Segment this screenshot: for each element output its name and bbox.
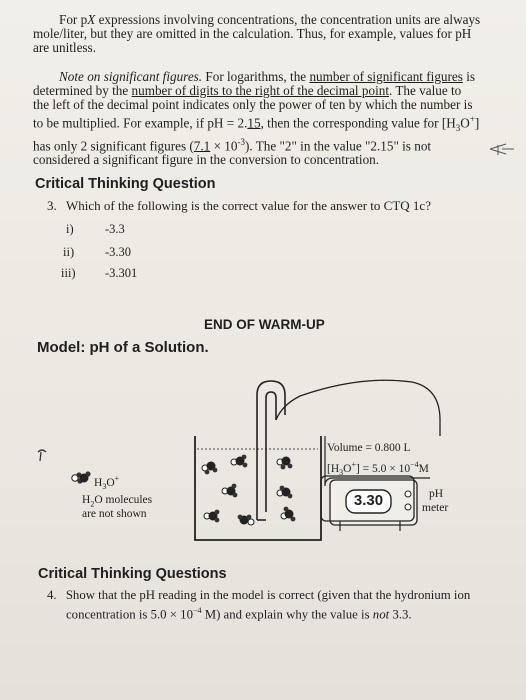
hydronium-ion-icon — [277, 486, 292, 499]
hydronium-ion-icon — [277, 457, 292, 470]
ph-label: pH — [429, 488, 444, 500]
meter-cable — [276, 380, 440, 436]
meter-knob-bottom — [405, 504, 411, 510]
option-iii-value: -3.301 — [105, 266, 138, 280]
question-4-number: 4. — [47, 588, 57, 602]
ph-reading-display: 3.30 — [353, 492, 384, 509]
beaker — [195, 436, 321, 540]
pencil-scribble-mark — [38, 450, 46, 461]
option-i-value: -3.3 — [105, 222, 125, 236]
hydronium-ion-icon — [204, 510, 219, 523]
question-3-text: Which of the following is the correct value for the answer to CTQ 1c? — [66, 198, 431, 213]
question-4-line-2: concentration is $5.0 \times 10^{-4}$ M) and explain why the value is not 3.3. — [66, 606, 412, 622]
option-i-num: i) — [66, 222, 74, 236]
hydronium-ion-icon — [202, 462, 217, 475]
note-line-2: determined by the number of digits to the right of the decimal point. The value to — [33, 83, 462, 98]
hydronium-ion-icon — [222, 484, 237, 498]
note-line-5: has only 2 significant figures $(7.1 \times 10^{-3})$. The "2" in the value "2.15" is not — [33, 137, 432, 154]
note-line-1: Note on significant figures. For logarithms, the number of significant figures is — [59, 69, 475, 84]
ctq-heading: Critical Thinking Question — [35, 176, 216, 192]
volume-label: Volume = 0.800 L — [327, 442, 411, 454]
question-4 — [47, 588, 507, 622]
intro-line-3: are unitless. — [33, 40, 96, 55]
meter-knob-top — [405, 491, 411, 497]
hydronium-ion-icon — [231, 455, 247, 468]
ph-electrode — [257, 381, 285, 520]
hydronium-ion-icon — [281, 507, 295, 522]
legend-molecules-line-1: $H_2O$ molecules — [82, 494, 153, 509]
legend-hydronium-icon — [72, 471, 91, 483]
intro-line-2: mole/liter, but they are omitted in the calculation. Thus, for example, values for pH — [33, 26, 472, 41]
note-line-4: to be multiplied. For example, if pH = 2.15, then the corresponding value for $[H_3O^+]$ — [33, 114, 480, 134]
end-of-warmup: END OF WARM-UP — [204, 317, 325, 332]
intro-line-1: For pX expressions involving concentrations, the concentration units are always — [59, 12, 481, 27]
option-ii-num: ii) — [63, 245, 75, 259]
ctqs-heading: Critical Thinking Questions — [38, 566, 227, 582]
option-ii-value: -3.30 — [105, 245, 132, 259]
meter-label: meter — [422, 502, 449, 514]
hydronium-ion-icon — [238, 515, 254, 525]
question-4-line-1: Show that the pH reading in the model is correct (given that the hydronium ion — [65, 588, 471, 602]
legend-molecules-line-2: are not shown — [82, 508, 147, 520]
legend-ion-label: $H_3O^+$ — [94, 474, 120, 492]
option-iii-num: iii) — [61, 266, 76, 280]
note-line-3: the left of the decimal point indicates only the power of ten by which the number is — [33, 97, 473, 112]
concentration-label: $[H_3O^+] = 5.0 \times 10^{-4}M$ — [327, 460, 429, 478]
question-3-number: 3. — [47, 198, 57, 213]
model-title: Model: pH of a Solution. — [37, 339, 209, 356]
note-line-6: considered a significant figure in the conversion to concentration. — [33, 152, 380, 168]
